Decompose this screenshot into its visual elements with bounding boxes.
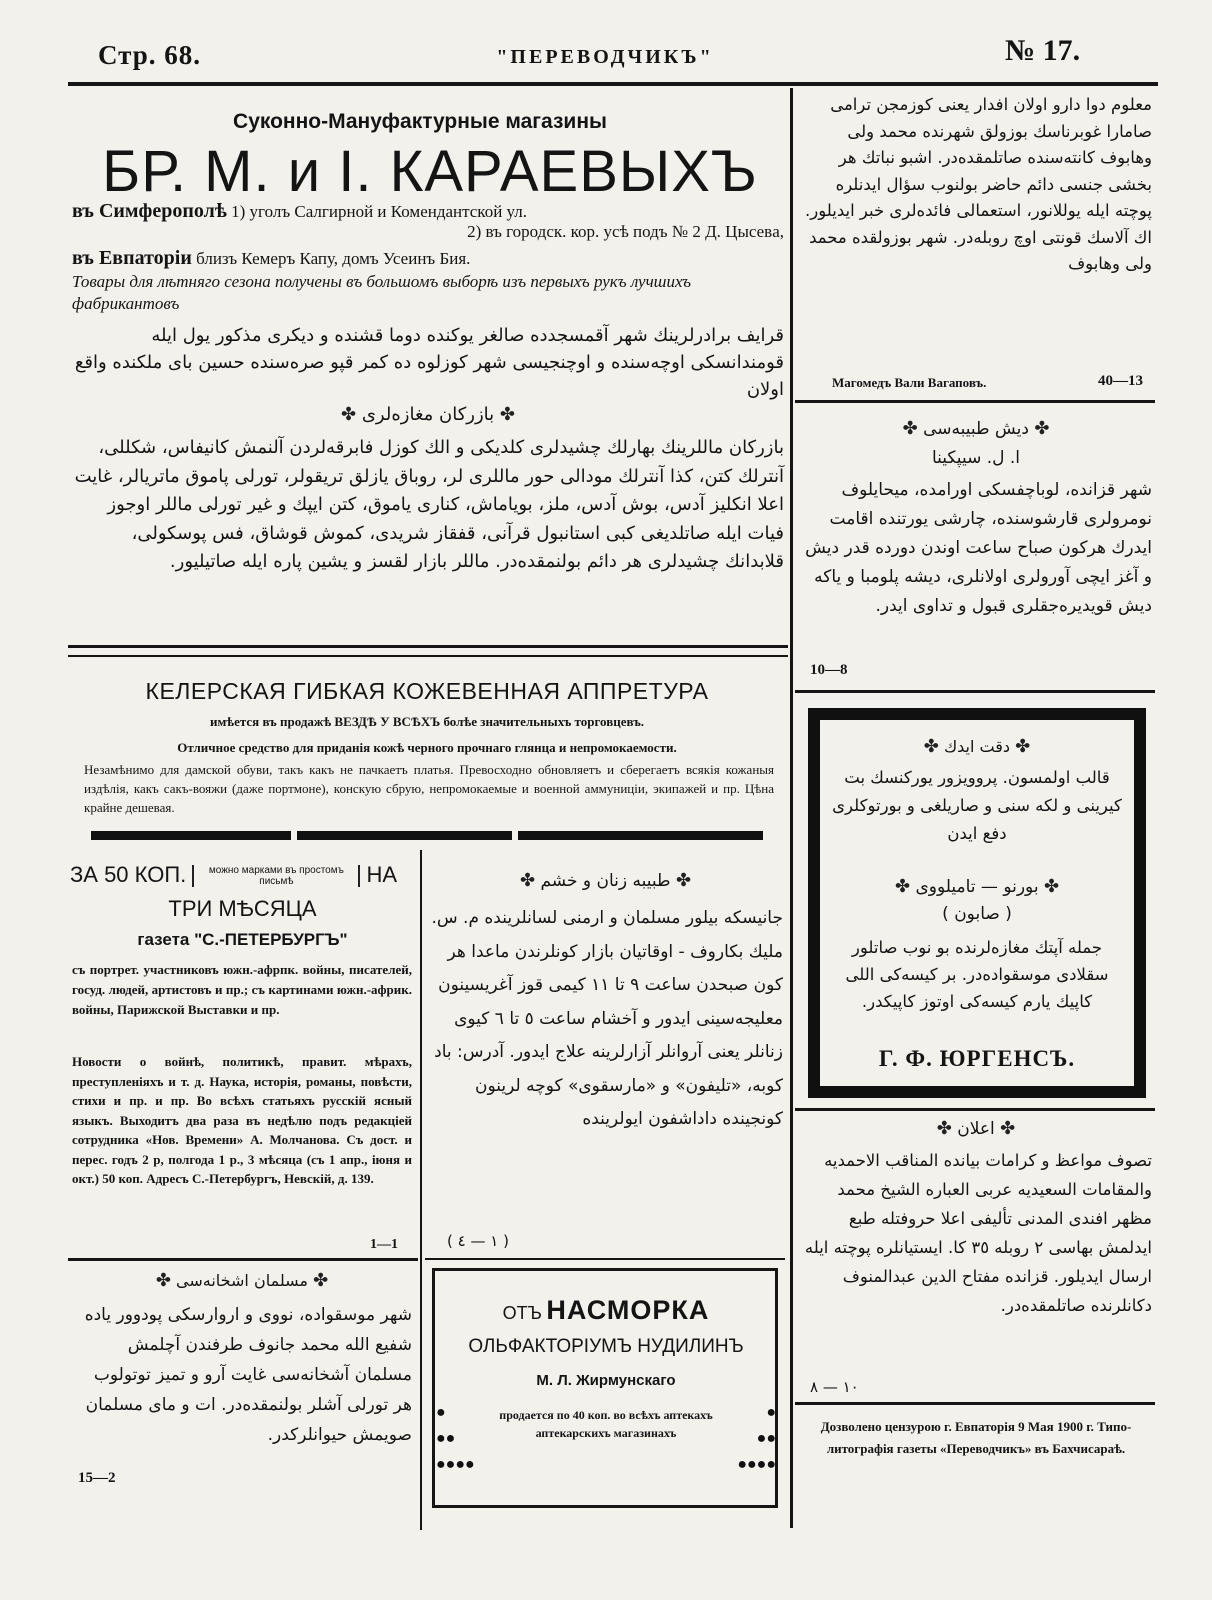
announce-heading: ✤ اعلان ✤ — [936, 1118, 1016, 1139]
medicine-signature: Магомедъ Вали Вагаповъ. — [832, 375, 987, 390]
petersburg-price-line — [70, 862, 415, 888]
jurgens-product: بورنو — تاميلووى — [915, 877, 1039, 897]
nudilin-headline — [436, 1295, 776, 1326]
keler-dash-rule — [88, 826, 788, 844]
dentist-code: 10—8 — [810, 662, 848, 678]
dentist-title: ديش طبيبه‌سى — [923, 419, 1029, 439]
karaev-title: БР. М. и I. КАРАЕВЫХЪ — [102, 139, 758, 204]
jurgens-product-sub: ( صابون ) — [942, 904, 1012, 924]
header-rule — [68, 82, 1158, 86]
doctor-code: ( ١ — ٤ ) — [447, 1232, 509, 1250]
rule-after-karaev — [68, 645, 788, 648]
jurgens-text-2: جمله آپتك مغازه‌لرنده بو نوب صاتلور سقلادى موسقواده‌در. بر كيسه‌كى اللى كاپيك يارم كيسه‌كى اوتوز كاپيكدر. — [845, 938, 1109, 1011]
petersburg-price: ЗА 50 КОП. — [70, 862, 187, 887]
karaev-goods: Товары для лѣтняго сезона получены въ большомъ выборѣ изъ первыхъ рукъ лучшихъ фабрикантовъ — [72, 272, 691, 313]
petersburg-code: 1—1 — [370, 1237, 398, 1252]
nudilin-note: продается по 40 коп. во всѣхъ аптекахъ аптекарскихъ магазинахъ — [499, 1408, 713, 1440]
karaev-evpatoria — [72, 247, 784, 270]
keler-line-3: Незамѣнимо для дамской обуви, такъ какъ не пачкаетъ платья. Превосходно обновляетъ и сберегаетъ всякія кожаныя издѣлія, какъ сакъ-вояжи (даже портмоне), конскую сбрую, непромокаемые и военной аммуниціи, экипажей и пр. Цѣна крайне дешевая. — [84, 762, 774, 815]
dentist-heading: ✤ ديش طبيبه‌سى ✤ — [902, 418, 1050, 439]
ashkhane-heading: ✤ مسلمان اشخانه‌سى ✤ — [155, 1270, 329, 1291]
petersburg-months: ТРИ МѢСЯЦА — [168, 896, 317, 921]
karaev-tatar-heading: ✤ بازركان مغازه‌لرى ✤ — [341, 404, 515, 425]
jurgens-product-line: ✤ بورنو — تاميلووى ✤ — [894, 876, 1060, 897]
keler-line-1: имѣется въ продажѣ ВЕЗДѢ У ВСѢХЪ болѣе значительныхъ торговцевъ. — [209, 714, 645, 729]
karaev-subtitle: Суконно-Мануфактурные магазины — [233, 110, 607, 133]
karaev-tatar-intro: قرايف برادرلرينك شهر آقمسجدده صالغر يوكنده دوما قشنده و ديكرى مذكور يول ايله قومندانسكى اوچه‌سنده و اوچنجيسى شهر كوزلوه ده كمر قپو صره‌سنده حسين باى ملكنده واقع اولان — [74, 325, 784, 400]
announce-text: تصوف مواعظ و كرامات بيانده المناقب الاحمديه والمقامات السعيديه عربى العباره الشيخ محمد مظهر افندى المدنى تأليفى اعلا حروفتله طبع ايدلمش بهاسى ٢ روبله ٣٥ كا. ايستيانلره پوچته ايله ارسال ايديلور. قزانده مفتاح الدين عبدالمنوف دكانلرنده صاتلمقده‌در. — [804, 1151, 1152, 1315]
keler-title: КЕЛЕРСКАЯ ГИБКАЯ КОЖЕВЕННАЯ АППРЕТУРА — [145, 678, 709, 704]
jurgens-heading: ✤ دقت ايدك ✤ — [923, 736, 1031, 757]
dentist-text: شهر قزانده، لوباچفسكى اورامده، ميحايلوف نومرولرى قارشوسنده، چارشى يورتنده اقامت ايدرك هركون صباح ساعت اوندن دورده قدر ديش و آغز ايچى آورولرى اولانلرى، ديشه پلومبا و ياكه ديش قويديره‌جقلرى قبول و تداوى ايدر. — [805, 480, 1152, 616]
announce-title: اعلان — [957, 1119, 995, 1139]
column-divider-right — [790, 88, 793, 1528]
medicine-code: 40—13 — [1098, 373, 1143, 389]
ashkhane-text: شهر موسقواده، نووى و اروارسكى پودوور ياده شفيع الله محمد جانوف طرفندن آچلمش مسلمان آشخانه‌سى غايت آرو و تميز توتولوب هر تورلى آشلر بولنمقده‌در. ات و ماى مسلمان صويمش حيوانلركدر. — [84, 1305, 412, 1445]
medicine-text: معلوم دوا دارو اولان افدار يعنى كوزمجن ترامى صامارا غوبرناسك بوزولق شهرنده محمد ولى وهابوف كانته‌سنده صاتلمقده‌در. اشبو نباتك هر بخشى جنسى دائم حاضر بولنوب سؤال ايدنلره پوچته ايله يوللانور، استعمالى فائده‌لرى خبر ايديلور. اك آلاسك قونتى اوچ روبله‌در. شهر بوزولقده محمد ولى وهابوف — [805, 95, 1152, 273]
doctor-heading: ✤ طبيبه زنان و خشم ✤ — [519, 870, 692, 891]
karaev-address-2: 2) въ городск. кор. усѣ подъ № 2 Д. Цысевa, — [467, 222, 784, 241]
petersburg-newspaper: газета "С.-ПЕТЕРБУРГЪ" — [137, 930, 348, 949]
rule-after-doctor — [425, 1258, 785, 1260]
karaev-city-evpatoria: въ Евпаторіи — [72, 247, 192, 269]
keler-line-2: Отличное средство для приданія кожѣ черного прочнаго глянца и непромокаемости. — [177, 740, 677, 755]
nudilin-title: НАСМОРКА — [546, 1295, 710, 1325]
rule-after-karaev-2 — [68, 655, 788, 657]
announce-code: ١٠ — ٨ — [810, 1378, 859, 1396]
rule-after-medicine — [795, 400, 1155, 403]
rule-after-jurgens — [795, 1108, 1155, 1111]
petersburg-para-1: съ портрет. участниковъ южн.-афрпк. войны, писателей, госуд. людей, артистовъ и пр.; съ картинами южн.-африк. войны, Парижской Выставки и пр. — [72, 962, 412, 1017]
nudilin-corner-dots-left: ● ●● ●●●● — [436, 1404, 475, 1473]
karaev-address-1: 1) уголъ Салгирной и Комендантской ул. — [231, 202, 528, 221]
karaev-tatar-body: بازركان ماللرينك بهارلك چشيدلرى كلديكى و الك كوزل فابرقه‌لردن آلنمش كانيفاس، شكللى، آنترلك كتن، كذا آنترلك مودالى حور ماللرى لر، روباق يازلق تريقولر، تورلى پاموق ماتريالر، غايت اعلا انكليز آدس، بوش آدس، ملز، بوياماش، كنارى ياموق، كتن ايپك و غير تورلى ماللر اوجوز فيات ايله صاتلديغى كبى استانبول قرآنى، قفقاز شريدى، كموش قوشاق، فس پوسكولى، قلابدانك چشيدلرى هر دائم بولنمقده‌در. ماللر بازار لقسز و يشين پاره ايله صاتيليور. — [74, 437, 784, 572]
petersburg-para-2: Новости о войнѣ, политикѣ, правит. мѣрахъ, преступленіяхъ и т. д. Наука, исторія, романы, повѣсти, стихи и пр. и пр. Во всѣхъ статьяхъ русскій ясный языкъ. Выходитъ два раза въ недѣлю подъ редакціей сотрудника «Нов. Времени» А. Молчанова. Съ дост. и перес. годъ 2 р, полгода 1 р., 3 мѣсяца (съ 1 апр., іюня и окт.) 50 коп. Адресъ С.-Петербургъ, Невскій, д. 139. — [72, 1054, 412, 1186]
petersburg-price-note: можно марками въ простомъ письмѣ — [192, 865, 360, 887]
dentist-name: ا. ل. سيپكينا — [931, 448, 1021, 468]
issue-number: № 17. — [1005, 34, 1081, 67]
jurgens-text-1: قالب اولمسون. پروويزور يوركنسك بت كيرينى و لكه سنى و صاريلغى و بورتوكلرى دفع ايدن — [832, 768, 1122, 843]
nudilin-corner-dots-right: ● ●● ●●●● — [737, 1404, 776, 1473]
censor-note: Дозволено цензурою г. Евпаторія 9 Мая 1900 г. Типо-литографія газеты «Переводчикъ» въ Бахчисараѣ. — [820, 1419, 1132, 1456]
jurgens-signature: Г. Ф. ЮРГЕНСЪ. — [878, 1046, 1076, 1071]
karaev-tatar-heading-text: بازركان مغازه‌لرى — [361, 404, 495, 425]
karaev-city-simferopol: въ Симферополѣ — [72, 200, 227, 222]
karaev-simferopol — [72, 200, 784, 223]
column-divider-bottom-middle — [420, 850, 422, 1530]
rule-after-petersburg — [68, 1258, 418, 1261]
karaev-address-3: близъ Кемеръ Капу, домъ Усеинъ Бия. — [196, 249, 471, 268]
doctor-text: جانيسكه بيلور مسلمان و ارمنى لسانلرينده م. س. مليك بكاروف - اوقاتيان بازار كونلرندن ماعدا هر كون صبحدن ساعت ٩ تا ١١ كيمى قوز آغريسينون معليجه‌سينى ايدور و آخشام ساعت ٥ تا ٦ كيوى زنانلر يعنى آروانلر آزارلرينه علاج ايدور. آدرس: باد كوبه، «تليفون» و «مارسقوى» كوچه لرينون كونجينده داداشفون ايولرينده — [431, 908, 783, 1129]
nudilin-maker: М. Л. Жирмунскаго — [536, 1372, 676, 1389]
nudilin-product: ОЛЬФАКТОРІУМЪ НУДИЛИНЪ — [468, 1336, 744, 1357]
nudilin-lead: ОТЪ — [502, 1303, 542, 1323]
jurgens-title: دقت ايدك — [943, 737, 1011, 756]
page-number: Стр. 68. — [98, 40, 202, 70]
ashkhane-title: مسلمان اشخانه‌سى — [176, 1271, 308, 1290]
doctor-title: طبيبه زنان و خشم — [540, 871, 671, 891]
ashkhane-code: 15—2 — [78, 1470, 116, 1486]
rule-after-dentist — [795, 690, 1155, 693]
newspaper-title: "ПЕРЕВОДЧИКЪ" — [496, 46, 714, 68]
rule-before-footer — [795, 1402, 1155, 1405]
petersburg-price-na: НА — [366, 862, 398, 887]
